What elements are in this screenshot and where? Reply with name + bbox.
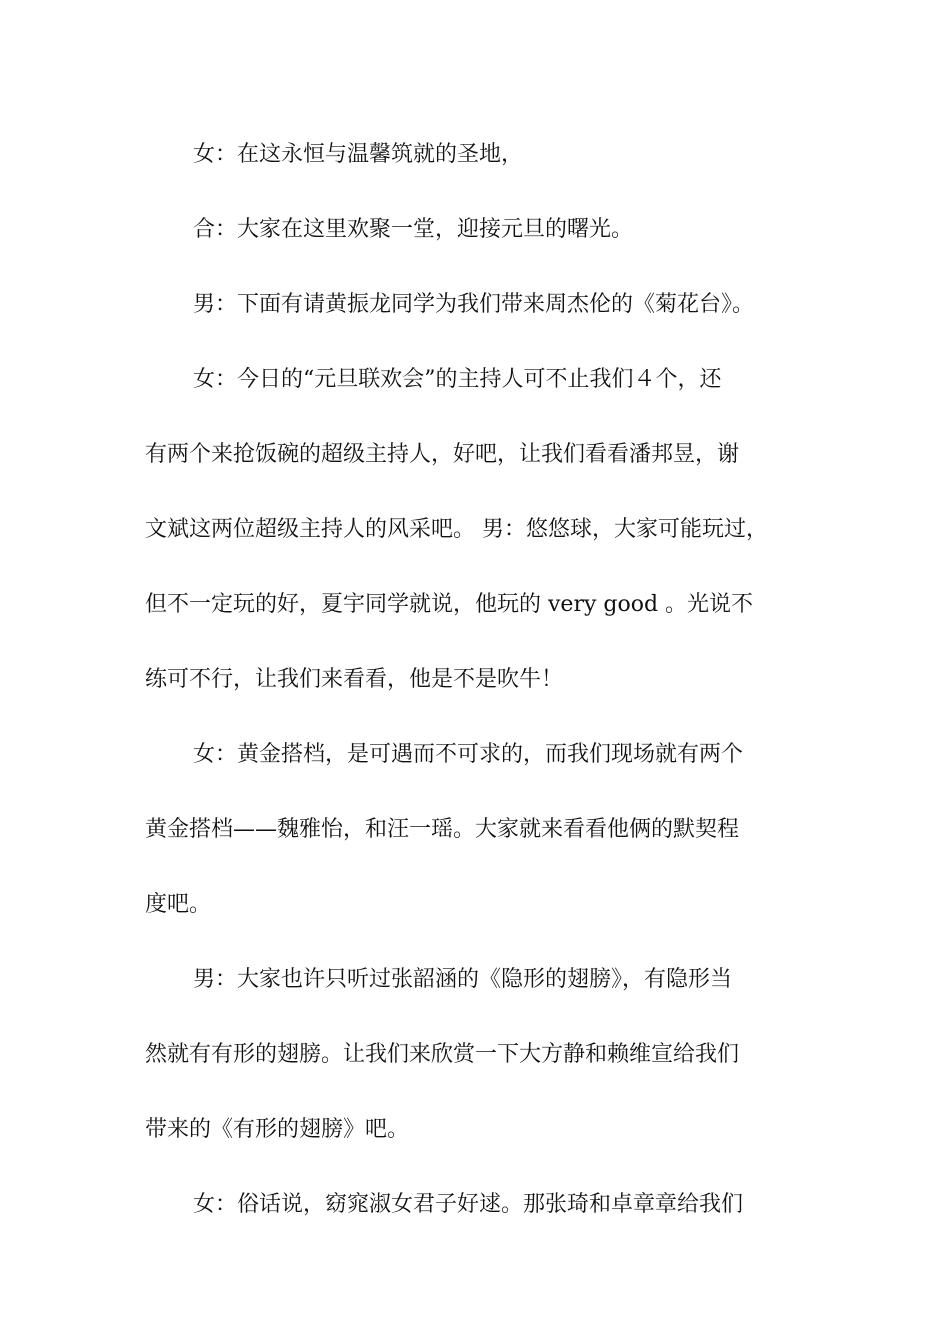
text-line: 黄金搭档——魏雅怡，和汪一瑶。大家就来看看他俩的默契程 <box>145 817 740 842</box>
text-line: 女：在这永恒与温馨筑就的圣地， <box>193 142 524 167</box>
text-line: 男：下面有请黄振龙同学为我们带来周杰伦的《菊花台》。 <box>193 292 755 317</box>
text-line: 合：大家在这里欢聚一堂，迎接元旦的曙光。 <box>193 217 634 242</box>
text-line: 练可不行，让我们来看看，他是不是吹牛！ <box>145 667 564 692</box>
text-line: 女：俗话说，窈窕淑女君子好逑。那张琦和卓章章给我们 <box>193 1192 744 1217</box>
text-line: 男：大家也许只听过张韶涵的《隐形的翅膀》，有隐形当 <box>193 967 733 992</box>
document-body <box>145 117 825 1242</box>
text-line: 但不一定玩的好，夏宇同学就说，他玩的 very good 。光说不 <box>145 592 754 617</box>
text-line: 有两个来抢饭碗的超级主持人，好吧，让我们看看潘邦昱，谢 <box>145 442 740 467</box>
text-line: 女：今日的“元旦联欢会”的主持人可不止我们４个，还 <box>193 367 722 392</box>
text-line: 度吧。 <box>145 892 212 917</box>
text-line: 带来的《有形的翅膀》吧。 <box>145 1117 410 1142</box>
text-line: 文斌这两位超级主持人的风采吧。 男：悠悠球，大家可能玩过， <box>145 517 768 542</box>
text-line: 女：黄金搭档，是可遇而不可求的，而我们现场就有两个 <box>193 742 744 767</box>
text-line: 然就有有形的翅膀。让我们来欣赏一下大方静和赖维宣给我们 <box>145 1042 740 1067</box>
